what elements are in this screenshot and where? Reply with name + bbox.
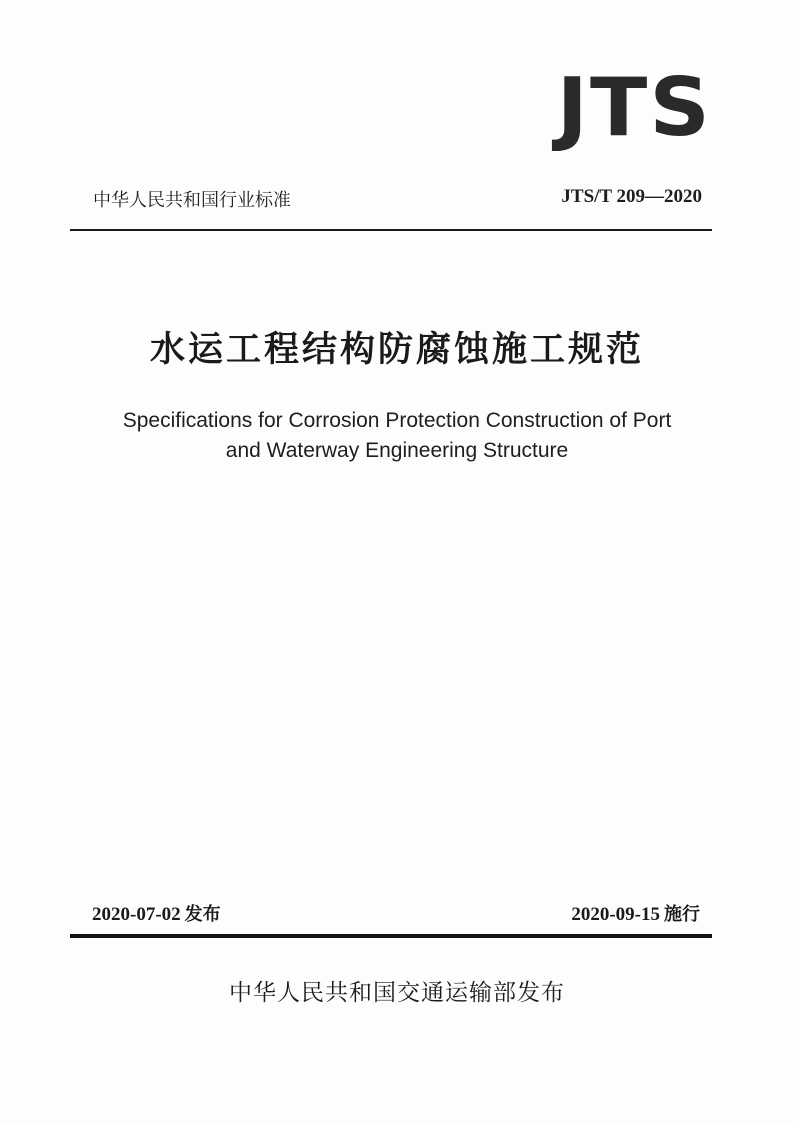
top-divider [70, 229, 712, 231]
publish-date-suffix: 发布 [184, 904, 221, 925]
title-english [0, 406, 794, 466]
effective-date-suffix: 施行 [664, 904, 700, 925]
jts-logo: JTS [556, 61, 712, 154]
standard-code: JTS/T 209—2020 [561, 186, 702, 207]
publisher: 中华人民共和国交通运输部发布 [229, 980, 565, 1006]
publish-date-value: 2020-07-02 [92, 904, 181, 925]
bottom-divider [70, 934, 712, 938]
standard-category: 中华人民共和国行业标准 [93, 190, 291, 211]
title-chinese: 水运工程结构防腐蚀施工规范 [149, 330, 644, 370]
publish-date [92, 900, 221, 926]
title-english-line-1: Specifications for Corrosion Protection Construction of Port [122, 409, 672, 432]
dates-row [92, 900, 700, 928]
header-row [93, 186, 702, 216]
title-english-line-2: and Waterway Engineering Structure [225, 439, 569, 462]
effective-date-value: 2020-09-15 [571, 904, 660, 925]
effective-date [571, 900, 700, 926]
